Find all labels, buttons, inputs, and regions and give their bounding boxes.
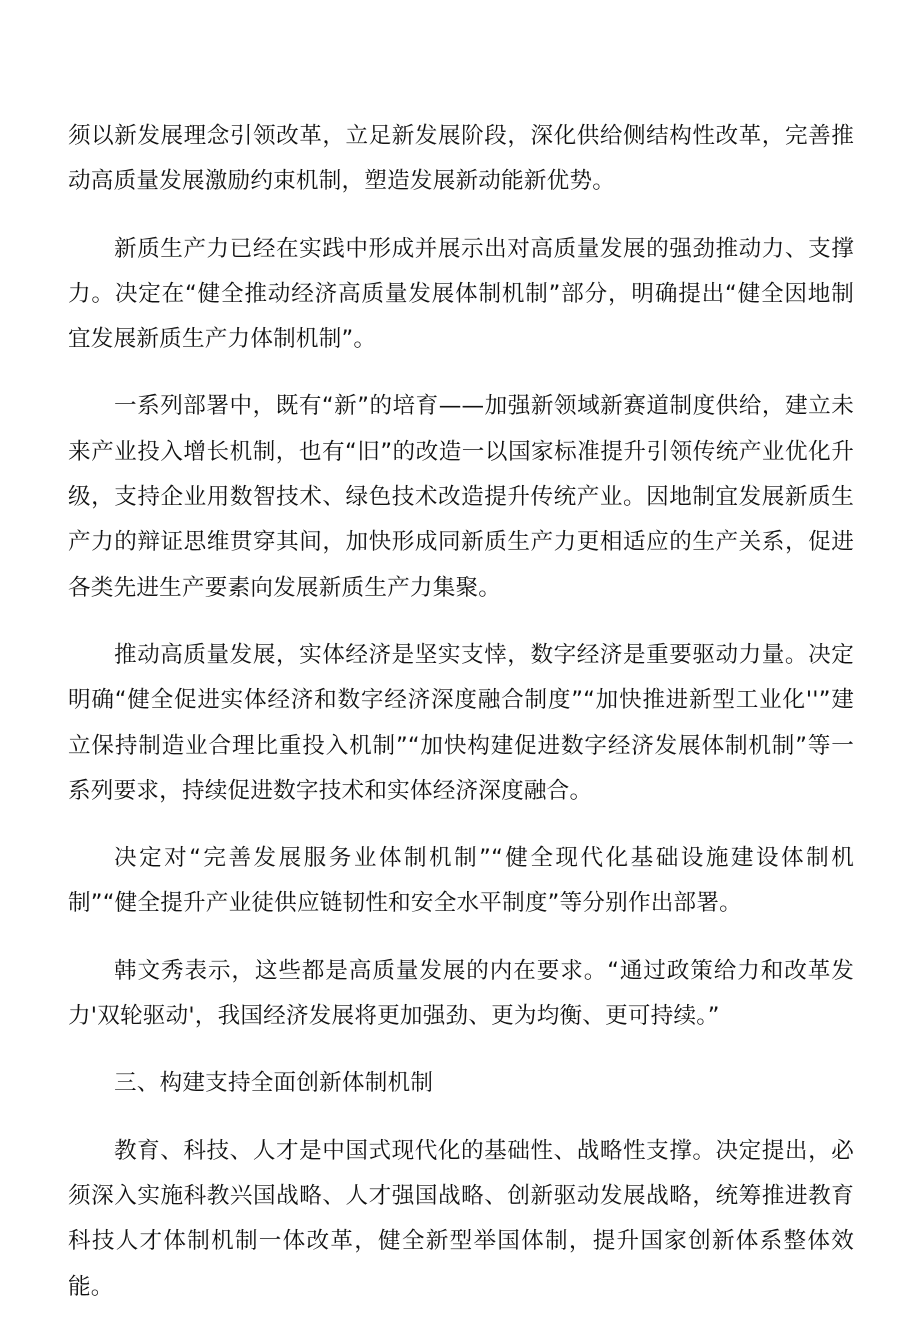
- paragraph-deployments: 一系列部署中，既有“新”的培育——加强新领域新赛道制度供给，建立未来产业投入增长机制，也有“旧”的改造一以国家标准提升引领传统产业优化升级，支持企业用数智技术、绿色技术改造提升传统产业。因地制宜发展新质生产力的辩证思维贯穿其间，加快形成同新质生产力更相适应的生产关系，促进各类先进生产要素向发展新质生产力集聚。: [68, 393, 854, 601]
- paragraph-service-industry: 决定对“完善发展服务业体制机制”“健全现代化基础设施建设体制机制”“健全提升产业徒供应链韧性和安全水平制度”等分别作出部署。: [68, 845, 854, 917]
- paragraph-real-economy: 推动高质量发展，实体经济是坚实支悻，数字经济是重要驱动力量。决定明确“健全促进实体经济和数字经济深度融合制度”“加快推进新型工业化''”建立保持制造业合理比重投入机制”“加快构建促进数字经济发展体制机制”等一系列要求，持续促进数字技术和实体经济深度融合。: [68, 641, 854, 804]
- paragraph-new-productivity: 新质生产力已经在实践中形成并展示出对高质量发展的强劲推动力、支撑力。决定在“健全推动经济高质量发展体制机制”部分，明确提出“健全因地制宜发展新质生产力体制机制”。: [68, 235, 854, 353]
- paragraph-han-wenxiu-quote: 韩文秀表示，这些都是高质量发展的内在要求。“通过政策给力和改革发力'双轮驱动'，我国经济发展将更加强劲、更为均衡、更可持续。”: [68, 957, 854, 1030]
- section-heading: 三、构建支持全面创新体制机制: [114, 1070, 434, 1097]
- document-body: [68, 114, 854, 1332]
- paragraph-education-science: 教育、科技、人才是中国式现代化的基础性、战略性支撑。决定提出，必须深入实施科教兴国战略、人才强国战略、创新驱动发展战略，统筹推进教育科技人才体制机制一体改革，健全新型举国体制，提升国家创新体系整体效能。: [68, 1137, 854, 1300]
- paragraph-continuation: 须以新发展理念引领改革，立足新发展阶段，深化供给侧结构性改革，完善推动高质量发展激励约束机制，塑造发展新动能新优势。: [68, 123, 854, 195]
